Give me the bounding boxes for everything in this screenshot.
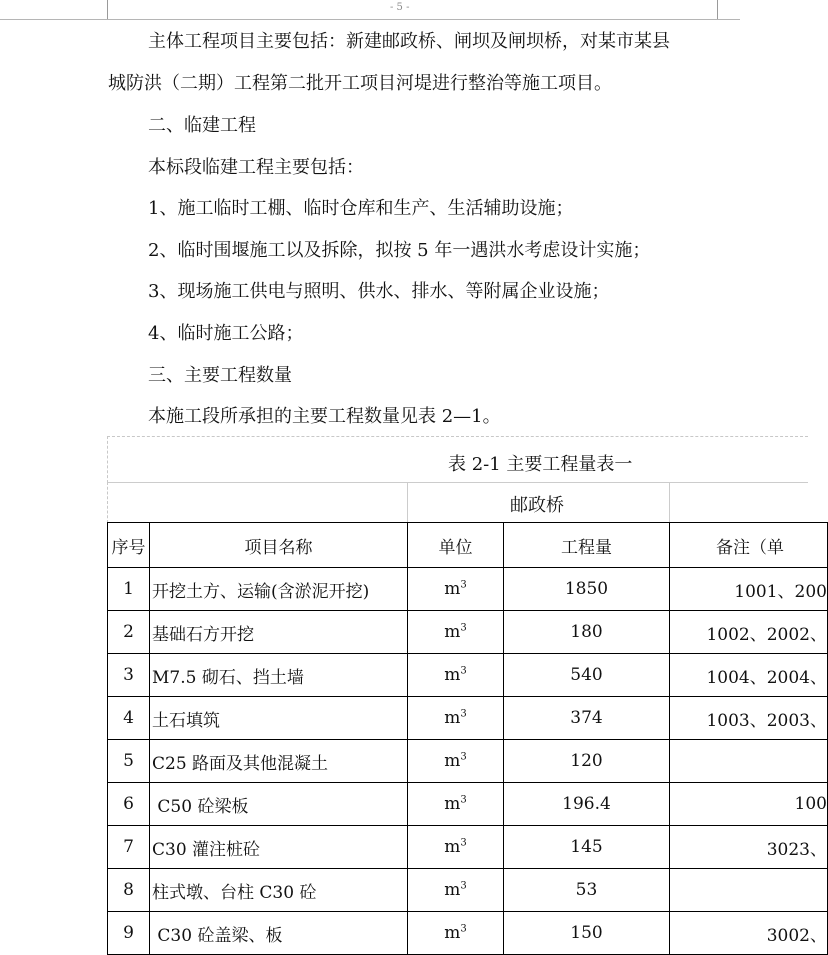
row-quantity: 196.4: [504, 783, 670, 826]
unit-base: m: [444, 751, 461, 771]
row-quantity: 1850: [504, 568, 670, 611]
header-note: 备注（单: [670, 523, 828, 568]
unit-exponent: 3: [460, 665, 467, 677]
header-name: 项目名称: [150, 523, 408, 568]
row-no: 4: [108, 697, 150, 740]
header-unit: 单位: [408, 523, 504, 568]
crop-mark-right: [717, 0, 718, 19]
row-name: 开挖土方、运输(含淤泥开挖): [150, 568, 408, 611]
row-name: 基础石方开挖: [150, 611, 408, 654]
row-name: M7.5 砌石、挡土墙: [150, 654, 408, 697]
unit-base: m: [444, 665, 461, 685]
unit-base: m: [444, 579, 461, 599]
table-group-divider: [669, 482, 670, 522]
table-row: [108, 869, 828, 912]
unit-base: m: [444, 923, 461, 943]
row-note: 1002、2002、: [670, 611, 828, 654]
list-item-4: 4、临时施工公路；: [148, 323, 304, 344]
unit-exponent: 3: [460, 880, 467, 892]
row-quantity: 374: [504, 697, 670, 740]
row-no: 1: [108, 568, 150, 611]
table-row: [108, 740, 828, 783]
page-number: - 5 -: [390, 2, 410, 13]
header-divider: [0, 19, 740, 20]
paragraph-main-works-line2: 城防洪（二期）工程第二批开工项目河堤进行整治等施工项目。: [108, 73, 612, 94]
list-item-2: 2、临时围堰施工以及拆除，拟按 5 年一遇洪水考虑设计实施；: [148, 240, 651, 261]
paragraph-table-reference: 本施工段所承担的主要工程数量见表 2—1。: [148, 406, 501, 427]
row-unit: [408, 611, 504, 654]
header-quantity: 工程量: [504, 523, 670, 568]
table-row: [108, 568, 828, 611]
table-group-label: 邮政桥: [510, 495, 564, 516]
list-item-1: 1、施工临时工棚、临时仓库和生产、生活辅助设施；: [148, 198, 574, 219]
section-heading-quantities: 三、主要工程数量: [148, 365, 292, 386]
unit-base: m: [444, 880, 461, 900]
table-group-row: [107, 482, 808, 523]
table-row: [108, 654, 828, 697]
unit-exponent: 3: [460, 923, 467, 935]
unit-base: m: [444, 708, 461, 728]
row-no: 7: [108, 826, 150, 869]
row-quantity: 53: [504, 869, 670, 912]
row-unit: [408, 869, 504, 912]
row-quantity: 120: [504, 740, 670, 783]
row-note: 100: [670, 783, 828, 826]
paragraph-temporary-intro: 本标段临建工程主要包括：: [148, 157, 364, 178]
row-note: 1003、2003、: [670, 697, 828, 740]
row-name: C50 砼梁板: [150, 783, 408, 826]
row-note: 3023、: [670, 826, 828, 869]
row-name: C30 灌注桩砼: [150, 826, 408, 869]
row-note: [670, 740, 828, 783]
table-row: [108, 611, 828, 654]
row-note: 1001、200: [670, 568, 828, 611]
row-name: C25 路面及其他混凝土: [150, 740, 408, 783]
row-quantity: 540: [504, 654, 670, 697]
quantities-table: [107, 522, 828, 955]
crop-mark-left: [107, 0, 108, 19]
row-unit: [408, 740, 504, 783]
unit-exponent: 3: [460, 579, 467, 591]
unit-exponent: 3: [460, 708, 467, 720]
unit-exponent: 3: [460, 622, 467, 634]
row-unit: [408, 568, 504, 611]
row-no: 3: [108, 654, 150, 697]
paragraph-main-works-line1: 主体工程项目主要包括：新建邮政桥、闸坝及闸坝桥，对某市某县: [148, 31, 670, 52]
row-no: 2: [108, 611, 150, 654]
row-unit: [408, 697, 504, 740]
unit-exponent: 3: [460, 837, 467, 849]
row-no: 8: [108, 869, 150, 912]
table-row: [108, 697, 828, 740]
table-header-row: [108, 523, 828, 568]
table-group-divider: [407, 482, 408, 522]
row-unit: [408, 826, 504, 869]
row-note: 3002、: [670, 912, 828, 955]
row-unit: [408, 912, 504, 955]
unit-exponent: 3: [460, 794, 467, 806]
row-note: [670, 869, 828, 912]
row-unit: [408, 783, 504, 826]
row-name: C30 砼盖梁、板: [150, 912, 408, 955]
unit-base: m: [444, 622, 461, 642]
row-quantity: 145: [504, 826, 670, 869]
unit-base: m: [444, 794, 461, 814]
row-name: 柱式墩、台柱 C30 砼: [150, 869, 408, 912]
row-no: 9: [108, 912, 150, 955]
section-heading-temporary-works: 二、临建工程: [148, 115, 256, 136]
unit-exponent: 3: [460, 751, 467, 763]
unit-base: m: [444, 837, 461, 857]
header-no: 序号: [108, 523, 150, 568]
row-unit: [408, 654, 504, 697]
table-row: [108, 826, 828, 869]
table-row: [108, 783, 828, 826]
row-quantity: 150: [504, 912, 670, 955]
row-no: 5: [108, 740, 150, 783]
row-name: 土石填筑: [150, 697, 408, 740]
row-quantity: 180: [504, 611, 670, 654]
table-caption: 表 2-1 主要工程量表一: [448, 454, 633, 475]
table-row: [108, 912, 828, 955]
row-no: 6: [108, 783, 150, 826]
list-item-3: 3、现场施工供电与照明、供水、排水、等附属企业设施；: [148, 281, 610, 302]
row-note: 1004、2004、: [670, 654, 828, 697]
